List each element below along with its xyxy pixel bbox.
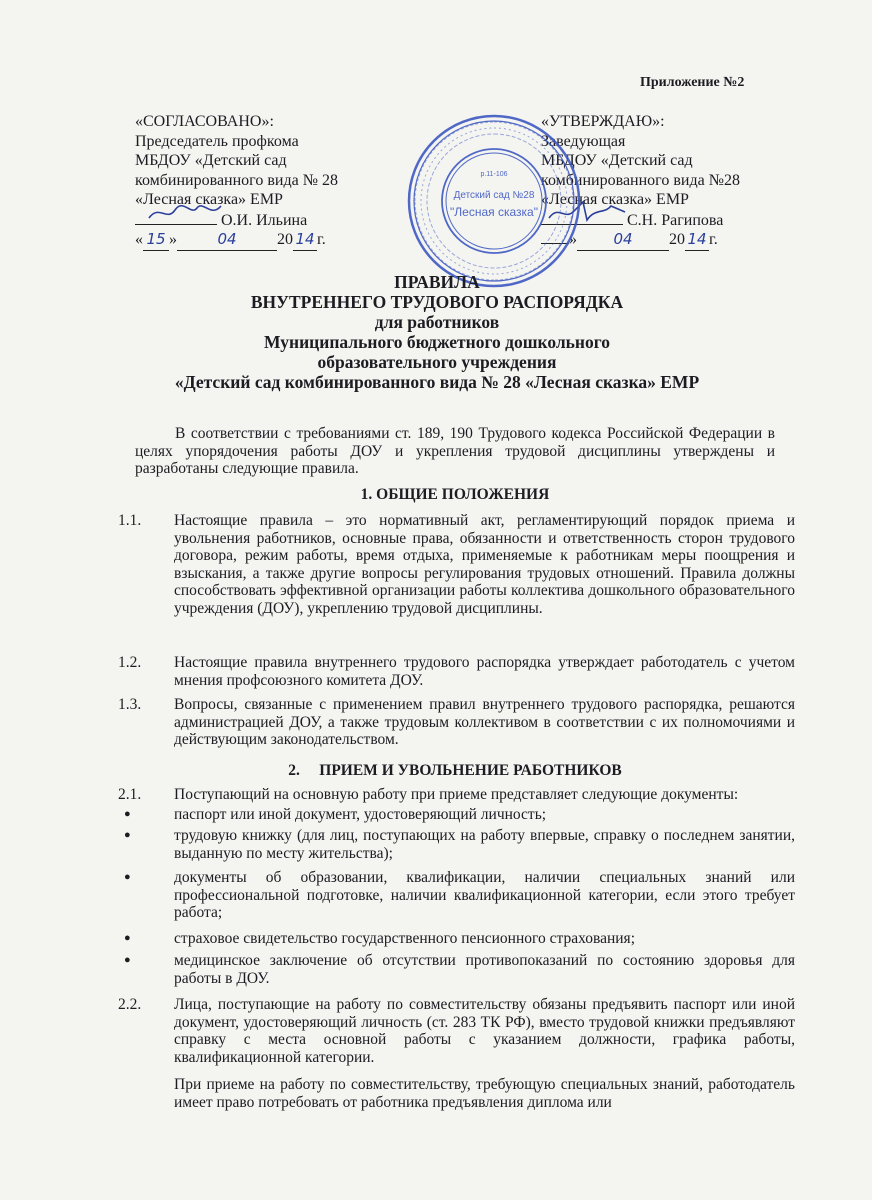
official-stamp [405,112,583,290]
document-title [100,272,774,392]
approval-left-heading: «СОГЛАСОВАНО»: [135,113,274,130]
title-line5: образовательного учреждения [317,352,557,372]
section1-heading: 1. ОБЩИЕ ПОЛОЖЕНИЯ [360,486,550,503]
stamp-center-line1: Детский сад №28 [453,190,535,201]
intro-paragraph: В соответствии с требованиями ст. 189, 190 Трудового кодекса Российской Федерации в целях упорядочения работы ДОУ и укрепления трудовой дисциплины утверждены и разработаны следующие правила. [135,425,775,477]
approval-right-org-line1: МБДОУ «Детский сад [541,152,693,169]
approval-left-date-year: 14 [293,230,317,251]
stamp-code: р.11-106 [480,171,508,178]
approval-left-date-day: 15 [143,230,169,251]
approval-right-date-month: 04 [577,230,669,251]
approval-left-date-month: 04 [177,230,277,251]
section1-item-1-3: 1.3. Вопросы, связанные с применением правил внутреннего трудового распорядка, решаются администрацией ДОУ, а также трудовым коллективом в соответствии с их полномочиями и действующим законодательством. [118,696,795,748]
stamp-center-line2: "Лесная сказка" [450,205,538,219]
approval-left-org-line3: «Лесная сказка» ЕМР [135,191,283,208]
section1-item-1-2: 1.2. Настоящие правила внутреннего трудового распорядка утверждает работодатель с учетом мнения профсоюзного комитета ДОУ. [118,654,795,689]
section2-bullet-2: ● трудовую книжку (для лиц, поступающих на работу впервые, справку о последнем занятии, выданную по месту жительства); [124,827,795,862]
approval-right-org-line3: «Лесная сказка» ЕМР [541,191,689,208]
section2-bullet-4: ● страховое свидетельство государственного пенсионного страхования; [124,930,635,947]
title-line3: для работников [374,312,500,332]
handwritten-signature-left [135,210,217,225]
section2-item-2-2-continued: При приеме на работу по совместительству, требующую специальных знаний, работодатель имеет право потребовать от работника предъявления диплома или [174,1076,795,1111]
approval-right-org-line2: комбинированного вида №28 [541,171,740,189]
approval-right-date: » 04 20 14 г. [541,230,781,251]
section2-bullet-3: ● документы об образовании, квалификации, наличии специальных знаний или профессиональной подготовке, наличии квалификационной категории, если этого требует работа; [124,869,795,921]
section2-item-2-2: 2.2. Лица, поступающие на работу по совместительству обязаны предъявить паспорт или иной документ, удостоверяющий личность (ст. 283 ТК РФ), вместо трудовой книжки предъявляют справку с места основной работы с указанием должности, графика работы, квалификационной категории. [118,996,795,1066]
approval-left-signer: О.И. Ильина [221,211,308,229]
approval-left-org-line2: комбинированного вида № 28 [135,171,338,189]
approval-right-heading: «УТВЕРЖДАЮ»: [541,113,665,130]
stamp-seal [405,112,583,290]
title-line4: Муниципального бюджетного дошкольного [263,332,611,352]
approval-right-position: Заведующая [541,132,626,150]
section2-bullet-1: ● паспорт или иной документ, удостоверяющий личность; [124,806,547,823]
section1-item-1-1: 1.1. Настоящие правила – это нормативный акт, регламентирующий порядок приема и увольнения работников, основные права, обязанности и ответственность сторон трудового договора, режим работы, время отдыха, применяемые к работникам меры поощрения и взыскания, а также другие вопросы регулирования трудовых отношений. Правила должны способствовать эффективной организации работы коллектива дошкольного образовательного учреждения (ДОУ), укреплению трудовой дисциплины. [118,512,795,617]
approval-left-date: « 15 » 04 20 14 г. [135,230,395,251]
title-line2: ВНУТРЕННЕГО ТРУДОВОГО РАСПОРЯДКА [250,292,624,312]
section2-item-2-1: 2.1. Поступающий на основную работу при приеме представляет следующие документы: [118,786,739,803]
approval-right-date-year: 14 [685,230,709,251]
approval-right-signer: С.Н. Рагипова [627,211,724,229]
approval-left-block [135,112,395,251]
signature-scribble-left [145,202,225,224]
title-line6: «Детский сад комбинированного вида № 28 «Лесная сказка» ЕМР [174,372,700,392]
section2-heading: 2. ПРИЕМ И УВОЛЬНЕНИЕ РАБОТНИКОВ [288,762,622,779]
approval-left-position: Председатель профкома [135,132,299,150]
approval-left-signature-line [135,210,395,231]
title-line1: ПРАВИЛА [394,272,480,292]
approval-left-org-line1: МБДОУ «Детский сад [135,152,287,169]
section2-bullet-5: ● медицинское заключение об отсутствии противопоказаний по состоянию здоровья для работы в ДОУ. [124,952,795,987]
appendix-label: Приложение №2 [640,75,745,90]
